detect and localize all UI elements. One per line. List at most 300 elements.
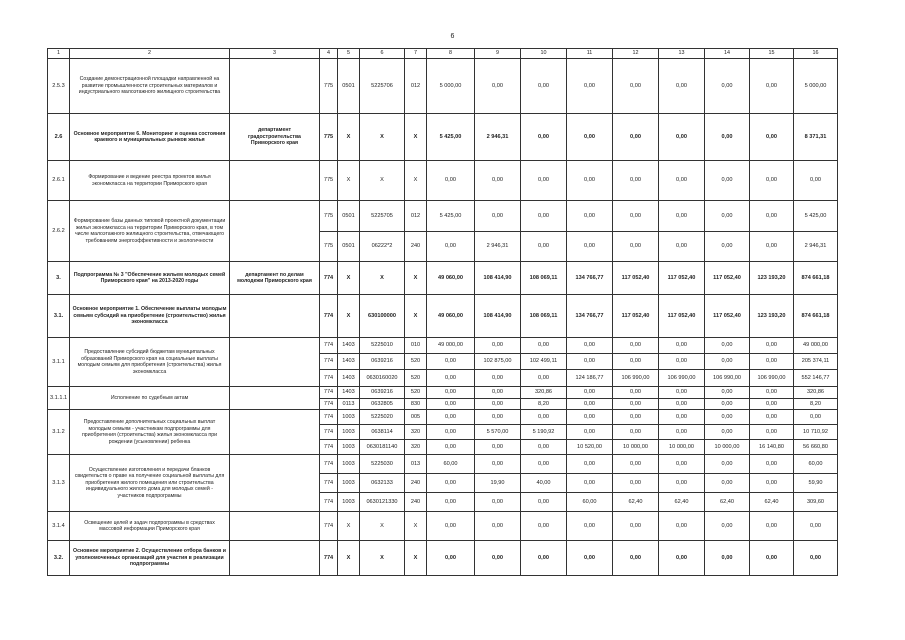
code-cell: 1403 [338, 387, 360, 399]
code-cell: 010 [405, 338, 427, 354]
amount-cell: 0,00 [521, 455, 567, 474]
amount-cell: 0,00 [613, 161, 659, 201]
row-number: 2.6 [48, 114, 70, 161]
amount-cell: 10 000,00 [613, 440, 659, 455]
amount-cell: 134 766,77 [567, 262, 613, 295]
executor [230, 201, 320, 262]
amount-cell: 0,00 [521, 161, 567, 201]
code-cell: 520 [405, 354, 427, 370]
amount-cell: 60,00 [567, 493, 613, 512]
row-number: 3.1.1 [48, 338, 70, 387]
code-cell: 240 [405, 493, 427, 512]
code-cell: 774 [320, 370, 338, 387]
table-row [48, 387, 838, 399]
amount-cell: 0,00 [613, 541, 659, 576]
amount-cell: 117 052,40 [659, 262, 705, 295]
code-cell: X [338, 161, 360, 201]
code-cell: 240 [405, 474, 427, 493]
row-number: 3.1.3 [48, 455, 70, 512]
amount-cell: 117 052,40 [659, 295, 705, 338]
code-cell: X [338, 512, 360, 541]
amount-cell: 2 946,31 [475, 232, 521, 262]
amount-cell: 0,00 [613, 114, 659, 161]
amount-cell: 0,00 [613, 354, 659, 370]
code-cell: 0632133 [360, 474, 405, 493]
table-row [48, 512, 838, 541]
amount-cell: 0,00 [475, 59, 521, 114]
measure-name: Исполнение по судебным актам [70, 387, 230, 410]
table-row [48, 59, 838, 114]
code-cell: 774 [320, 541, 338, 576]
amount-cell: 0,00 [613, 59, 659, 114]
amount-cell: 5 000,00 [794, 59, 838, 114]
amount-cell: 0,00 [521, 410, 567, 425]
amount-cell: 56 660,80 [794, 440, 838, 455]
executor [230, 541, 320, 576]
amount-cell: 59,90 [794, 474, 838, 493]
amount-cell: 123 193,20 [750, 262, 794, 295]
code-cell: X [338, 295, 360, 338]
amount-cell: 0,00 [705, 410, 750, 425]
amount-cell: 0,00 [613, 201, 659, 232]
amount-cell: 0,00 [521, 59, 567, 114]
code-cell: 0501 [338, 59, 360, 114]
amount-cell: 0,00 [475, 440, 521, 455]
amount-cell: 0,00 [475, 455, 521, 474]
amount-cell: 106 990,00 [613, 370, 659, 387]
code-cell: 0630181140 [360, 440, 405, 455]
code-cell: 774 [320, 262, 338, 295]
code-cell: 320 [405, 425, 427, 440]
column-header-row [48, 49, 838, 59]
table-body [48, 49, 838, 576]
code-cell: X [360, 262, 405, 295]
amount-cell: 0,00 [613, 512, 659, 541]
executor [230, 410, 320, 455]
amount-cell: 0,00 [794, 541, 838, 576]
code-cell: 1003 [338, 410, 360, 425]
amount-cell: 0,00 [521, 114, 567, 161]
code-cell: 0630121330 [360, 493, 405, 512]
amount-cell: 117 052,40 [613, 295, 659, 338]
executor [230, 338, 320, 387]
amount-cell: 0,00 [659, 161, 705, 201]
measure-name: Подпрограмма № 3 "Обеспечение жильем молодых семей Приморского края" на 2013-2020 годы [70, 262, 230, 295]
amount-cell: 0,00 [705, 232, 750, 262]
column-header: 8 [427, 49, 475, 59]
amount-cell: 0,00 [659, 474, 705, 493]
measure-name: Основное мероприятие 6. Мониторинг и оценка состояния краевого и муниципальных рынков жилья [70, 114, 230, 161]
amount-cell: 0,00 [659, 410, 705, 425]
column-header: 3 [230, 49, 320, 59]
amount-cell: 0,00 [659, 455, 705, 474]
amount-cell: 0,00 [567, 354, 613, 370]
row-number: 2.5.3 [48, 59, 70, 114]
amount-cell: 0,00 [750, 541, 794, 576]
amount-cell: 108 069,11 [521, 262, 567, 295]
measure-name: Основное мероприятие 1. Обеспечение выплаты молодым семьям субсидий на приобретение (строительство) жилья экономкласса [70, 295, 230, 338]
code-cell: 5225010 [360, 338, 405, 354]
row-number: 3.1. [48, 295, 70, 338]
table-row [48, 114, 838, 161]
code-cell: 830 [405, 399, 427, 410]
amount-cell: 0,00 [613, 410, 659, 425]
row-number: 2.6.1 [48, 161, 70, 201]
amount-cell: 2 946,31 [794, 232, 838, 262]
column-header: 13 [659, 49, 705, 59]
amount-cell: 0,00 [794, 161, 838, 201]
amount-cell: 60,00 [427, 455, 475, 474]
amount-cell: 0,00 [475, 338, 521, 354]
table-row [48, 338, 838, 354]
amount-cell: 0,00 [475, 387, 521, 399]
amount-cell: 0,00 [427, 399, 475, 410]
code-cell: 774 [320, 295, 338, 338]
executor [230, 387, 320, 410]
amount-cell: 0,00 [794, 512, 838, 541]
amount-cell: 0,00 [613, 399, 659, 410]
amount-cell: 0,00 [705, 425, 750, 440]
amount-cell: 0,00 [567, 410, 613, 425]
amount-cell: 0,00 [705, 354, 750, 370]
table-row [48, 455, 838, 474]
amount-cell: 0,00 [521, 370, 567, 387]
amount-cell: 874 661,18 [794, 262, 838, 295]
code-cell: 5225706 [360, 59, 405, 114]
code-cell: X [405, 161, 427, 201]
code-cell: 320 [405, 440, 427, 455]
amount-cell: 0,00 [659, 399, 705, 410]
code-cell: 775 [320, 201, 338, 232]
column-header: 11 [567, 49, 613, 59]
code-cell: 0638114 [360, 425, 405, 440]
amount-cell: 108 069,11 [521, 295, 567, 338]
amount-cell: 0,00 [475, 370, 521, 387]
amount-cell: 49 000,00 [427, 338, 475, 354]
amount-cell: 0,00 [521, 201, 567, 232]
code-cell: X [405, 295, 427, 338]
column-header: 10 [521, 49, 567, 59]
amount-cell: 102 499,11 [521, 354, 567, 370]
amount-cell: 5 570,00 [475, 425, 521, 440]
measure-name: Основное мероприятие 2. Осуществление отбора банков и уполномоченных организаций для участия в реализации подпрограммы [70, 541, 230, 576]
amount-cell: 62,40 [705, 493, 750, 512]
code-cell: 774 [320, 338, 338, 354]
amount-cell: 5 425,00 [794, 201, 838, 232]
amount-cell: 0,00 [475, 399, 521, 410]
code-cell: 774 [320, 354, 338, 370]
amount-cell: 0,00 [521, 338, 567, 354]
amount-cell: 0,00 [613, 455, 659, 474]
amount-cell: 0,00 [427, 370, 475, 387]
column-header: 5 [338, 49, 360, 59]
amount-cell: 0,00 [567, 399, 613, 410]
amount-cell: 106 990,00 [705, 370, 750, 387]
code-cell: 0632805 [360, 399, 405, 410]
column-header: 9 [475, 49, 521, 59]
amount-cell: 0,00 [567, 59, 613, 114]
column-header: 1 [48, 49, 70, 59]
column-header: 6 [360, 49, 405, 59]
code-cell: X [405, 541, 427, 576]
code-cell: 774 [320, 455, 338, 474]
table-row [48, 262, 838, 295]
column-header: 4 [320, 49, 338, 59]
amount-cell: 0,00 [705, 512, 750, 541]
code-cell: X [360, 161, 405, 201]
amount-cell: 0,00 [705, 474, 750, 493]
amount-cell: 0,00 [427, 512, 475, 541]
amount-cell: 0,00 [750, 161, 794, 201]
amount-cell: 0,00 [427, 410, 475, 425]
amount-cell: 10 710,92 [794, 425, 838, 440]
code-cell: 5225020 [360, 410, 405, 425]
amount-cell: 0,00 [521, 493, 567, 512]
code-cell: 775 [320, 59, 338, 114]
amount-cell: 108 414,90 [475, 295, 521, 338]
code-cell: X [360, 114, 405, 161]
amount-cell: 0,00 [475, 410, 521, 425]
amount-cell: 0,00 [659, 232, 705, 262]
amount-cell: 102 875,00 [475, 354, 521, 370]
amount-cell: 0,00 [567, 232, 613, 262]
amount-cell: 0,00 [659, 338, 705, 354]
amount-cell: 10 000,00 [705, 440, 750, 455]
code-cell: 012 [405, 59, 427, 114]
row-number: 3.2. [48, 541, 70, 576]
amount-cell: 0,00 [521, 512, 567, 541]
code-cell: X [360, 512, 405, 541]
measure-name: Формирование и ведение реестра проектов жилья экономкласса на территории Приморского края [70, 161, 230, 201]
amount-cell: 0,00 [750, 399, 794, 410]
code-cell: 005 [405, 410, 427, 425]
code-cell: 0113 [338, 399, 360, 410]
executor [230, 455, 320, 512]
amount-cell: 0,00 [705, 161, 750, 201]
code-cell: X [360, 541, 405, 576]
amount-cell: 0,00 [613, 387, 659, 399]
code-cell: 1403 [338, 370, 360, 387]
amount-cell: 0,00 [750, 455, 794, 474]
executor [230, 59, 320, 114]
code-cell: 0501 [338, 201, 360, 232]
amount-cell: 0,00 [475, 541, 521, 576]
amount-cell: 205 374,11 [794, 354, 838, 370]
amount-cell: 117 052,40 [705, 262, 750, 295]
amount-cell: 0,00 [475, 201, 521, 232]
amount-cell: 0,00 [659, 354, 705, 370]
code-cell: 775 [320, 232, 338, 262]
amount-cell: 19,90 [475, 474, 521, 493]
amount-cell: 106 990,00 [750, 370, 794, 387]
amount-cell: 0,00 [427, 493, 475, 512]
amount-cell: 62,40 [659, 493, 705, 512]
amount-cell: 117 052,40 [613, 262, 659, 295]
code-cell: X [405, 262, 427, 295]
amount-cell: 0,00 [750, 410, 794, 425]
amount-cell: 5 425,00 [427, 114, 475, 161]
budget-table [47, 48, 838, 576]
amount-cell: 0,00 [427, 232, 475, 262]
amount-cell: 320,86 [521, 387, 567, 399]
code-cell: 0630160020 [360, 370, 405, 387]
code-cell: 774 [320, 425, 338, 440]
executor [230, 161, 320, 201]
measure-name: Формирование базы данных типовой проектной документации жилья экономкласса на территории Приморского края, в том числе малоэтажного жилищного строительства, отвечающего требованиям энергоэффективности и экологичности [70, 201, 230, 262]
code-cell: 775 [320, 114, 338, 161]
code-cell: 520 [405, 370, 427, 387]
amount-cell: 0,00 [567, 201, 613, 232]
amount-cell: 0,00 [613, 474, 659, 493]
column-header: 2 [70, 49, 230, 59]
code-cell: 1403 [338, 354, 360, 370]
amount-cell: 8,20 [521, 399, 567, 410]
amount-cell: 49 060,00 [427, 295, 475, 338]
measure-name: Предоставление субсидий бюджетам муниципальных образований Приморского края на социальные выплаты молодым семьям для приобретения (строительства) жилья экономкласса [70, 338, 230, 387]
measure-name: Создание демонстрационной площадки направленной на развитие промышленности строительных материалов и индустриального малоэтажного жилищного строительства [70, 59, 230, 114]
executor: департамент по делам молодежи Приморского края [230, 262, 320, 295]
amount-cell: 0,00 [659, 59, 705, 114]
amount-cell: 0,00 [567, 338, 613, 354]
amount-cell: 0,00 [567, 512, 613, 541]
code-cell: 775 [320, 161, 338, 201]
amount-cell: 0,00 [659, 541, 705, 576]
amount-cell: 10 000,00 [659, 440, 705, 455]
page-number: 6 [450, 33, 455, 40]
column-header: 7 [405, 49, 427, 59]
column-header: 16 [794, 49, 838, 59]
amount-cell: 0,00 [567, 425, 613, 440]
amount-cell: 0,00 [794, 410, 838, 425]
amount-cell: 0,00 [521, 541, 567, 576]
amount-cell: 0,00 [705, 541, 750, 576]
amount-cell: 5 425,00 [427, 201, 475, 232]
row-number: 3. [48, 262, 70, 295]
code-cell: 0501 [338, 232, 360, 262]
table-row [48, 410, 838, 425]
amount-cell: 0,00 [705, 114, 750, 161]
amount-cell: 0,00 [705, 455, 750, 474]
amount-cell: 124 186,77 [567, 370, 613, 387]
amount-cell: 40,00 [521, 474, 567, 493]
measure-name: Освещение целей и задач подпрограммы в средствах массовой информации Приморского края [70, 512, 230, 541]
amount-cell: 0,00 [567, 387, 613, 399]
amount-cell: 123 193,20 [750, 295, 794, 338]
amount-cell: 552 146,77 [794, 370, 838, 387]
amount-cell: 62,40 [750, 493, 794, 512]
code-cell: X [338, 262, 360, 295]
amount-cell: 0,00 [567, 114, 613, 161]
amount-cell: 0,00 [613, 425, 659, 440]
amount-cell: 874 661,18 [794, 295, 838, 338]
amount-cell: 49 000,00 [794, 338, 838, 354]
table-row [48, 541, 838, 576]
executor: департамент градостроительства Приморского края [230, 114, 320, 161]
amount-cell: 0,00 [475, 512, 521, 541]
amount-cell: 0,00 [750, 474, 794, 493]
code-cell: 774 [320, 512, 338, 541]
code-cell: X [405, 114, 427, 161]
code-cell: 1403 [338, 338, 360, 354]
amount-cell: 117 052,40 [705, 295, 750, 338]
amount-cell: 0,00 [705, 387, 750, 399]
amount-cell: 0,00 [750, 114, 794, 161]
code-cell: X [405, 512, 427, 541]
amount-cell: 320,86 [794, 387, 838, 399]
amount-cell: 0,00 [659, 425, 705, 440]
measure-name: Предоставление дополнительных социальных выплат молодым семьям - участникам подпрограммы для приобретения (строительства) жилья экономкласса при рождении (усыновлении) ребенка [70, 410, 230, 455]
amount-cell: 0,00 [705, 338, 750, 354]
code-cell: X [338, 541, 360, 576]
amount-cell: 0,00 [659, 387, 705, 399]
code-cell: 012 [405, 201, 427, 232]
amount-cell: 0,00 [567, 541, 613, 576]
amount-cell: 8 371,31 [794, 114, 838, 161]
code-cell: 06222*2 [360, 232, 405, 262]
code-cell: 774 [320, 387, 338, 399]
amount-cell: 0,00 [521, 440, 567, 455]
amount-cell: 0,00 [750, 59, 794, 114]
table-row [48, 201, 838, 232]
amount-cell: 0,00 [750, 354, 794, 370]
amount-cell: 0,00 [521, 232, 567, 262]
amount-cell: 0,00 [705, 59, 750, 114]
row-number: 3.1.4 [48, 512, 70, 541]
amount-cell: 0,00 [750, 201, 794, 232]
amount-cell: 0,00 [659, 201, 705, 232]
code-cell: 520 [405, 387, 427, 399]
amount-cell: 0,00 [750, 338, 794, 354]
amount-cell: 0,00 [475, 161, 521, 201]
amount-cell: 0,00 [750, 425, 794, 440]
executor [230, 295, 320, 338]
amount-cell: 5 190,92 [521, 425, 567, 440]
measure-name: Осуществление изготовления и передачи бланков свидетельств о праве на получение социальной выплаты для приобретения жилого помещения или строительства индивидуального жилого дома для молодых семей - участников подпрограммы [70, 455, 230, 512]
amount-cell: 0,00 [427, 425, 475, 440]
executor [230, 512, 320, 541]
code-cell: 5225705 [360, 201, 405, 232]
amount-cell: 5 000,00 [427, 59, 475, 114]
column-header: 14 [705, 49, 750, 59]
code-cell: 1003 [338, 455, 360, 474]
amount-cell: 49 060,00 [427, 262, 475, 295]
code-cell: 1003 [338, 440, 360, 455]
table-row [48, 295, 838, 338]
table-row [48, 161, 838, 201]
amount-cell: 108 414,90 [475, 262, 521, 295]
amount-cell: 0,00 [567, 474, 613, 493]
code-cell: 774 [320, 493, 338, 512]
code-cell: 013 [405, 455, 427, 474]
row-number: 3.1.2 [48, 410, 70, 455]
amount-cell: 0,00 [750, 387, 794, 399]
amount-cell: 0,00 [705, 201, 750, 232]
amount-cell: 60,00 [794, 455, 838, 474]
amount-cell: 0,00 [659, 114, 705, 161]
code-cell: 5225030 [360, 455, 405, 474]
column-header: 12 [613, 49, 659, 59]
code-cell: 774 [320, 399, 338, 410]
code-cell: 0639216 [360, 387, 405, 399]
code-cell: 774 [320, 410, 338, 425]
amount-cell: 106 990,00 [659, 370, 705, 387]
code-cell: X [338, 114, 360, 161]
amount-cell: 10 520,00 [567, 440, 613, 455]
amount-cell: 0,00 [427, 474, 475, 493]
amount-cell: 0,00 [705, 399, 750, 410]
amount-cell: 0,00 [750, 512, 794, 541]
amount-cell: 0,00 [427, 354, 475, 370]
